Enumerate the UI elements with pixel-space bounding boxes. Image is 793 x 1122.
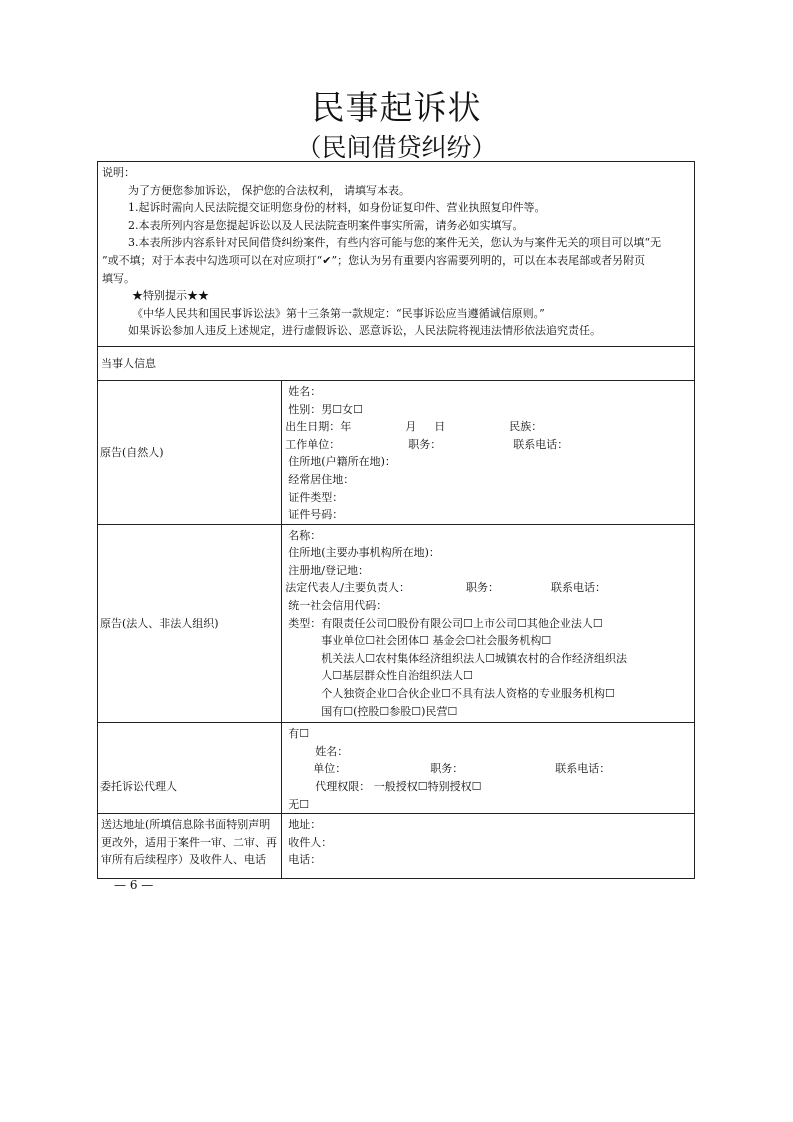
np-id-number-field[interactable]: 证件号码：	[288, 508, 344, 522]
warning-text: 如果诉讼参加人违反上述规定，进行虚假诉讼、恶意诉讼，人民法院将视违法情形依法追究责任。	[128, 324, 601, 338]
agent-has-checkbox[interactable]: 有☐	[288, 727, 310, 741]
agent-authority-field[interactable]: 代理权限： 一般授权☐特别授权☐	[315, 780, 482, 793]
notes-item-3-line-1: 3.本表所涉内容系针对民间借贷纠纷案件，有些内容可能与您的案件无关，您认为与案件无关的项目可以填“无	[128, 236, 662, 250]
service-address-row	[98, 814, 695, 879]
service-recipient-field[interactable]: 收件人：	[288, 835, 333, 849]
np-position-field[interactable]: 职务：	[408, 437, 442, 451]
agent-phone-field[interactable]: 联系电话：	[555, 762, 611, 776]
document-title: 民事起诉状	[311, 88, 482, 127]
page-number: — 6 —	[114, 878, 154, 892]
np-phone-field[interactable]: 联系电话：	[513, 437, 569, 451]
np-birth-month-field[interactable]: 月	[405, 420, 417, 434]
agent-label: 委托诉讼代理人	[98, 723, 282, 814]
np-birth-line	[285, 418, 691, 436]
document-subtitle: （民间借贷纠纷）	[296, 133, 497, 162]
le-type-line-4[interactable]: 人☐基层群众性自治组织法人☐	[321, 669, 474, 683]
le-type-line-2[interactable]: 事业单位☐社会团体☐ 基金会☐社会服务机构☐	[321, 634, 552, 648]
natural-person-fields	[282, 380, 695, 524]
legal-entity-fields	[282, 524, 695, 723]
notes-item-3-line-2: ”或不填；对于本表中勾选项可以在对应项打“✔”；您认为另有重要内容需要列明的，可以在本表尾部或者另附页	[102, 253, 646, 267]
service-address-label: 送达地址(所填信息除书面特别声明更改外，适用于案件一审、二审、再审所有后续程序）及收件人、电话	[98, 814, 282, 879]
agent-none-checkbox[interactable]: 无☐	[288, 797, 310, 811]
le-rep-line	[285, 579, 691, 597]
le-credit-code-field[interactable]: 统一社会信用代码：	[288, 599, 388, 613]
law-quote: 《中华人民共和国民事诉讼法》第十三条第一款规定：“民事诉讼应当遵循诚信原则。”	[132, 306, 545, 320]
np-employer-field[interactable]: 工作单位：	[285, 437, 341, 451]
legal-entity-label: 原告(法人、非法人组织)	[98, 524, 282, 723]
service-address-field[interactable]: 地址：	[288, 818, 322, 832]
le-phone-field[interactable]: 联系电话：	[551, 581, 606, 595]
notes-cell	[98, 162, 695, 347]
notes-item-3-line-3: 填写。	[102, 271, 135, 285]
le-type-line-5[interactable]: 个人独资企业☐合伙企业☐不具有法人资格的专业服务机构☐	[321, 687, 615, 701]
np-birth-day-field[interactable]: 日	[434, 420, 446, 434]
party-info-label: 当事人信息	[98, 346, 695, 380]
notes-item-1: 1.起诉时需向人民法院提交证明您身份的材料，如身份证复印件、营业执照复印件等。	[128, 201, 546, 215]
complaint-form-table	[97, 161, 695, 879]
service-phone-field[interactable]: 电话：	[288, 853, 322, 867]
le-registered-field[interactable]: 注册地/登记地：	[288, 563, 369, 577]
le-position-field[interactable]: 职务：	[466, 581, 499, 595]
agent-employer-field[interactable]: 单位：	[313, 762, 347, 776]
notes-intro: 为了方便您参加诉讼， 保护您的合法权利， 请填写本表。	[128, 183, 410, 197]
notes-item-2: 2.本表所列内容是您提起诉讼以及人民法院查明案件事实所需，请务必如实填写。	[128, 218, 524, 232]
le-type-line-6[interactable]: 国有☐(控股☐参股☐)民营☐	[321, 704, 458, 718]
party-info-header-row	[98, 346, 695, 380]
np-domicile-field[interactable]: 住所地(户籍所在地)：	[288, 455, 396, 469]
notes-row	[98, 162, 695, 347]
le-domicile-field[interactable]: 住所地(主要办事机构所在地)：	[288, 546, 440, 560]
le-legal-rep-field[interactable]: 法定代表人/主要负责人：	[285, 581, 410, 595]
legal-entity-row	[98, 524, 695, 723]
service-address-fields	[282, 814, 695, 879]
le-type-line-1[interactable]: 类型：有限责任公司☐股份有限公司☐上市公司☐其他企业法人☐	[288, 616, 603, 630]
le-name-field[interactable]: 名称：	[288, 528, 322, 542]
notes-heading: 说明：	[102, 166, 135, 179]
natural-person-label: 原告(自然人)	[98, 380, 282, 524]
np-work-line	[285, 436, 691, 454]
np-gender-field[interactable]: 性别：男☐女☐	[288, 402, 364, 416]
natural-person-row	[98, 380, 695, 524]
agent-row	[98, 723, 695, 814]
np-ethnicity-field[interactable]: 民族：	[509, 420, 543, 434]
agent-fields	[282, 723, 695, 814]
np-name-field[interactable]: 姓名：	[288, 384, 322, 398]
special-notice-heading: ★特别提示★★	[132, 289, 209, 303]
le-type-line-3[interactable]: 机关法人☐农村集体经济组织法人☐城镇农村的合作经济组织法	[321, 651, 628, 665]
agent-name-field[interactable]: 姓名：	[315, 744, 349, 758]
np-residence-field[interactable]: 经常居住地：	[288, 472, 355, 486]
np-birth-year-field[interactable]: 出生日期：年	[285, 420, 352, 434]
agent-position-field[interactable]: 职务：	[430, 762, 464, 776]
np-id-type-field[interactable]: 证件类型：	[288, 490, 344, 504]
agent-work-line	[285, 760, 691, 778]
